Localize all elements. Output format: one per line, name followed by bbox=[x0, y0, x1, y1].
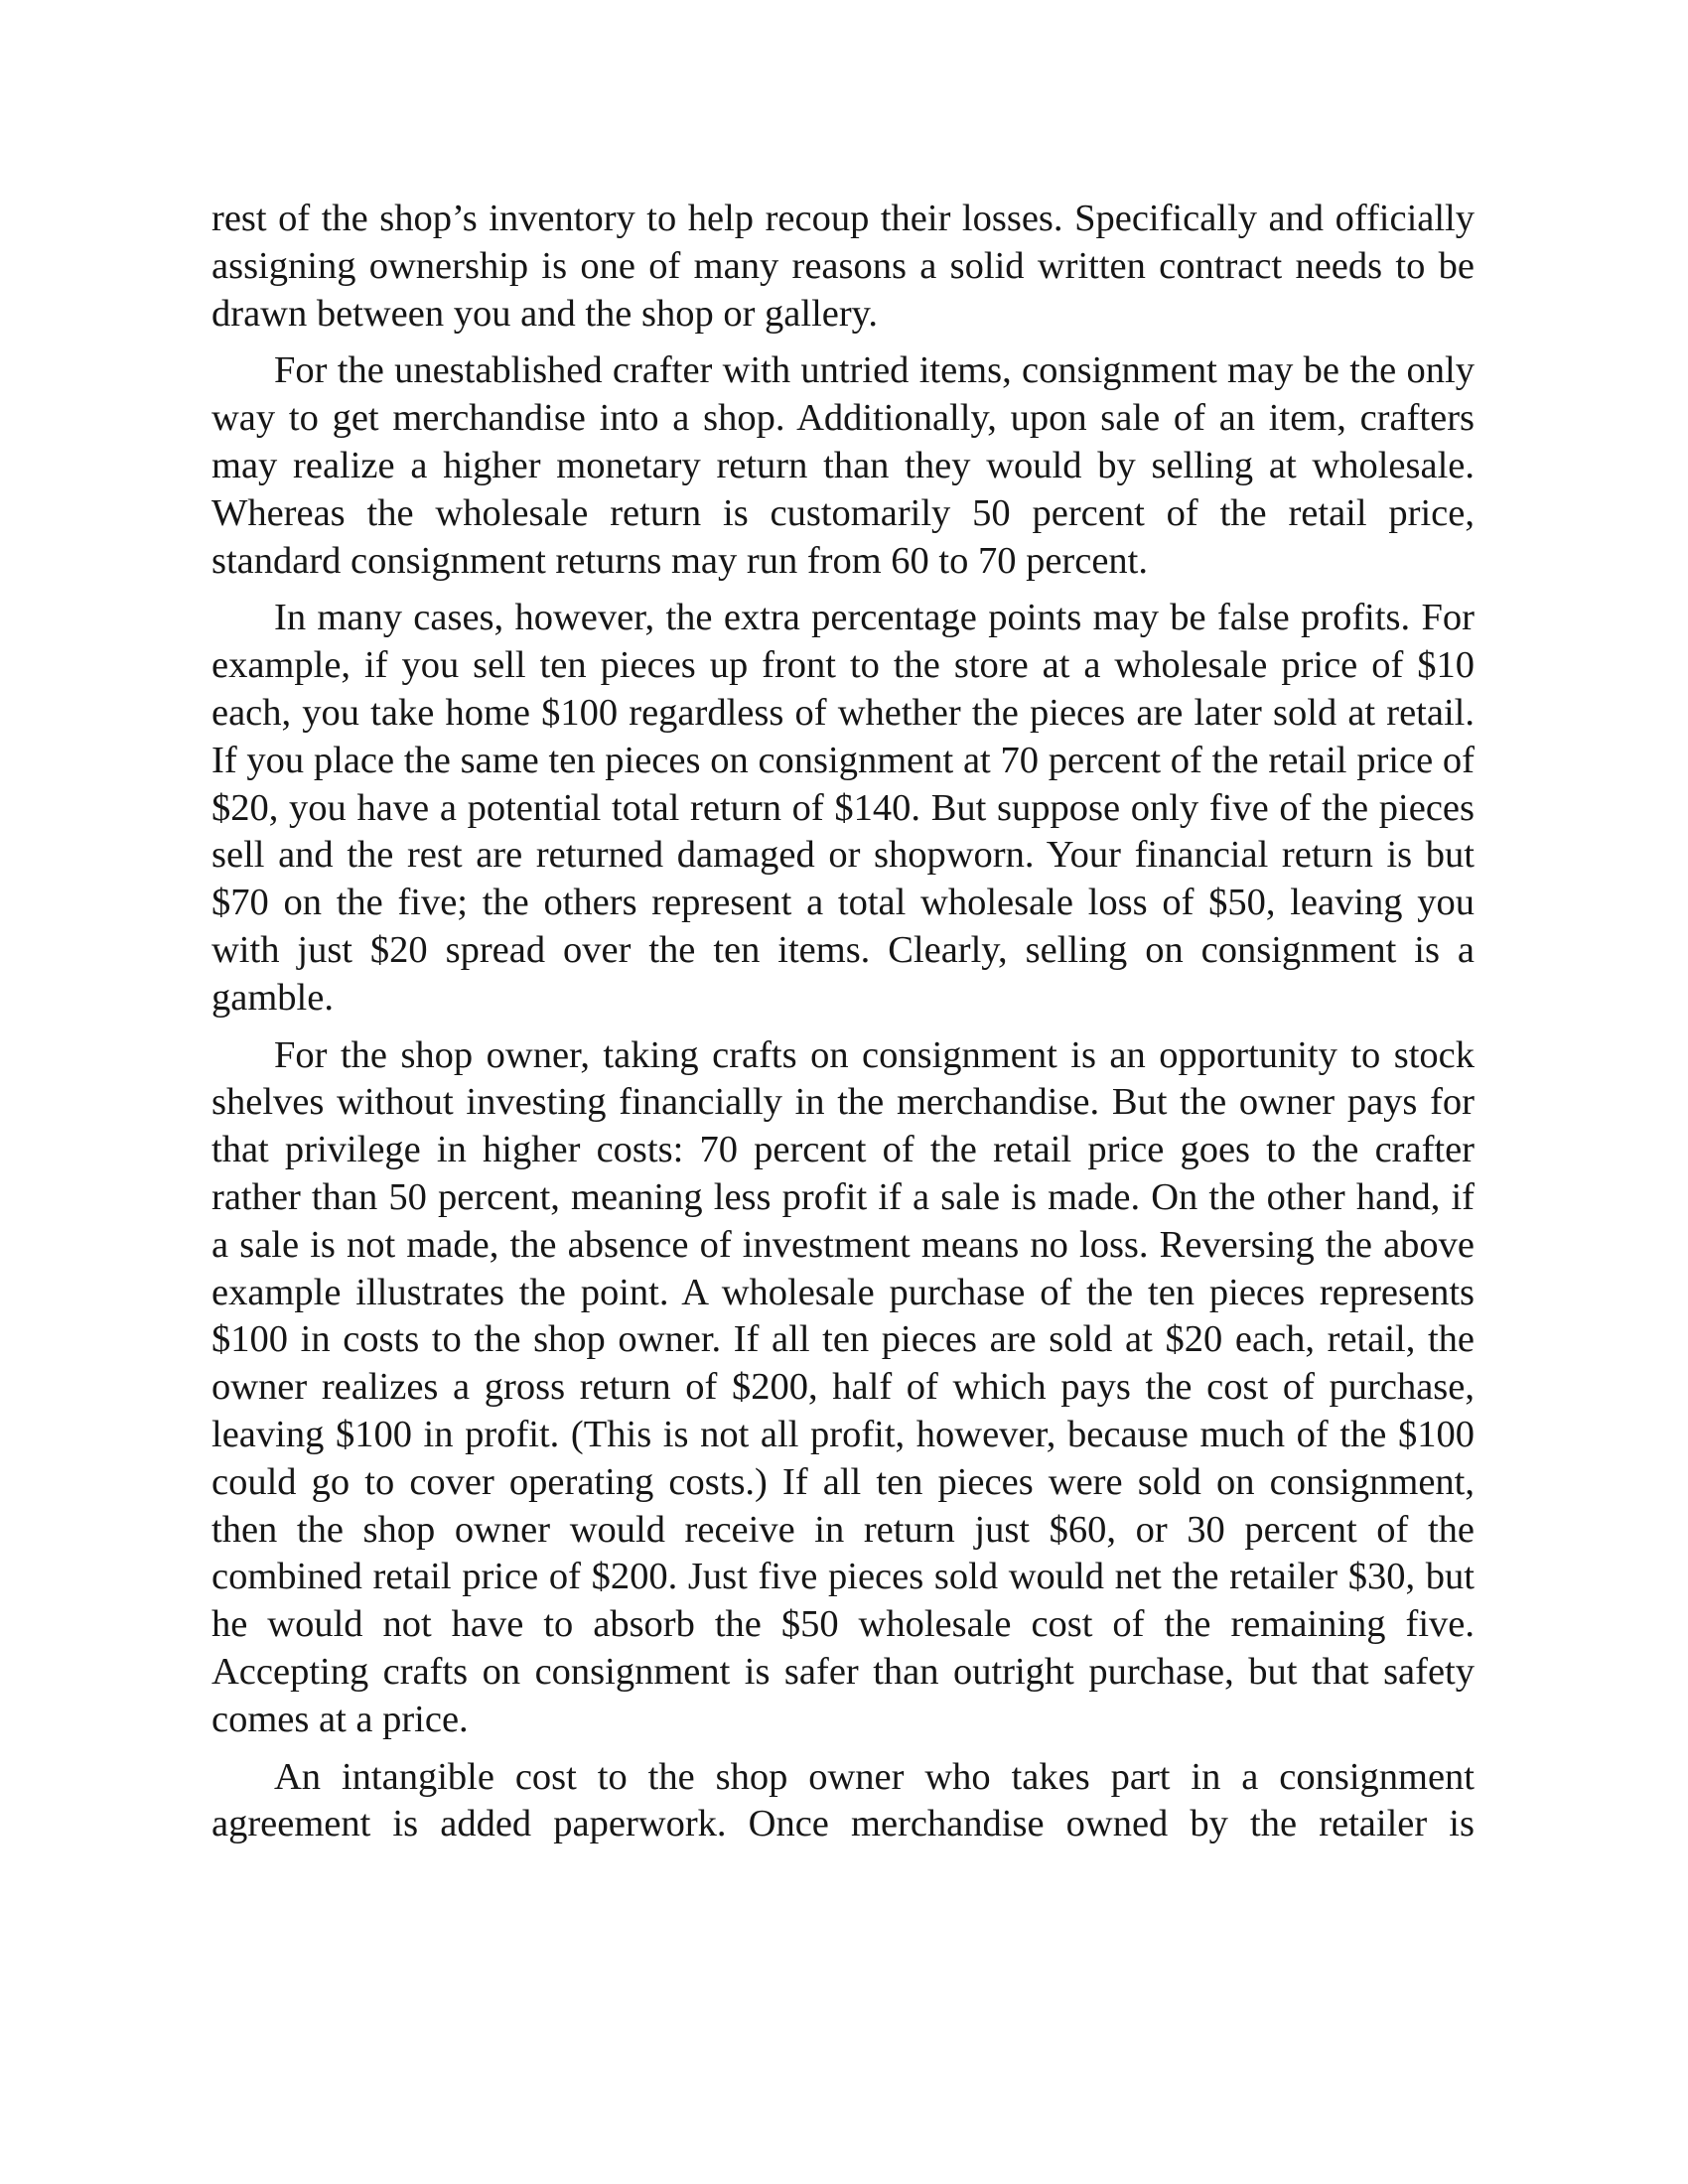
document-page bbox=[211, 196, 1475, 1858]
paragraph-consignment-returns: For the unestablished crafter with untried items, consignment may be the only way to get merchandise into a shop. Additionally, upon sale of an item, crafters may realize a higher monetary return than they would by selling at wholesale. Whereas the wholesale return is customarily 50 percent of the retail price, standard consignment returns may run from 60 to 70 percent. bbox=[211, 349, 1475, 582]
paragraph-continuation: rest of the shop’s inventory to help recoup their losses. Specifically and officially assigning ownership is one of many reasons a solid written contract needs to be drawn between you and the shop or gallery. bbox=[211, 198, 1475, 335]
paragraph-paperwork: An intangible cost to the shop owner who takes part in a consignment agreement is added paperwork. Once merchandise owned by the retailer is bbox=[211, 1755, 1475, 1845]
paragraph-false-profits: In many cases, however, the extra percentage points may be false profits. For example, if you sell ten pieces up front to the store at a wholesale price of $10 each, you take home $100 regardless of whether the pieces are later sold at retail. If you place the same ten pieces on consignment at 70 percent of the retail price of $20, you have a potential total return of $140. But suppose only five of the pieces sell and the rest are returned damaged or shopworn. Your financial return is but $70 on the five; the others represent a total wholesale loss of $50, leaving you with just $20 spread over the ten items. Clearly, selling on consignment is a gamble. bbox=[211, 597, 1475, 1019]
paragraph-shop-owner: For the shop owner, taking crafts on consignment is an opportunity to stock shelves without investing financially in the merchandise. But the owner pays for that privilege in higher costs: 70 percent of the retail price goes to the crafter rather than 50 percent, meaning less profit if a sale is made. On the other hand, if a sale is not made, the absence of investment means no loss. Reversing the above example illustrates the point. A wholesale purchase of the ten pieces represents $100 in costs to the shop owner. If all ten pieces are sold at $20 each, retail, the owner realizes a gross return of $200, half of which pays the cost of purchase, leaving $100 in profit. (This is not all profit, however, because much of the $100 could go to cover operating costs.) If all ten pieces were sold on consignment, then the shop owner would receive in return just $60, or 30 percent of the combined retail price of $200. Just five pieces sold would net the retailer $30, but he would not have to absorb the $50 wholesale cost of the remaining five. Accepting crafts on consignment is safer than outright purchase, but that safety comes at a price. bbox=[211, 1033, 1475, 1740]
